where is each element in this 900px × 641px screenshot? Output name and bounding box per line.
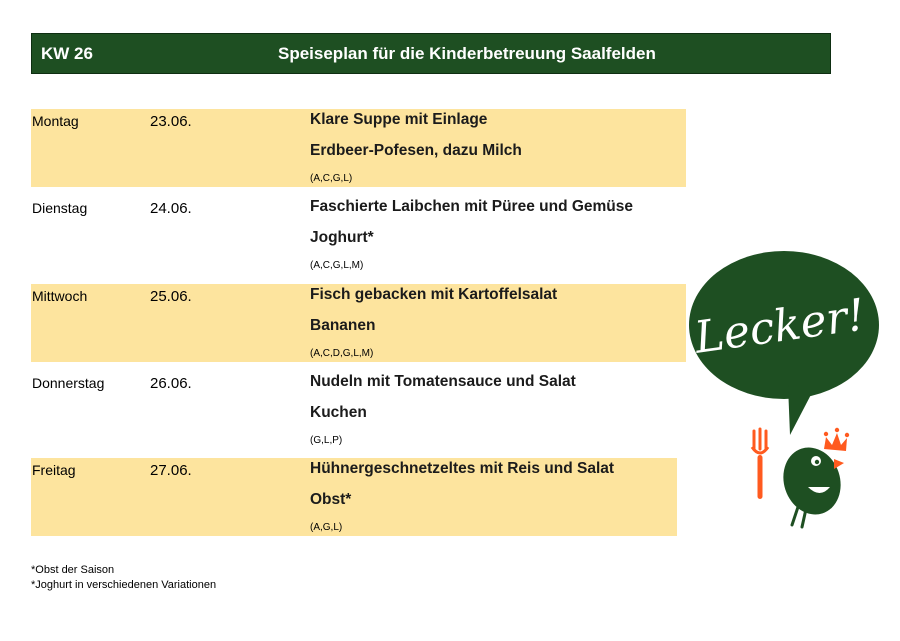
day-label: Donnerstag: [32, 375, 105, 391]
menu-row-tuesday: [31, 196, 686, 274]
bubble-text: Lecker!: [691, 289, 869, 364]
menu-header: [31, 33, 831, 74]
allergen-codes: (A,G,L): [310, 522, 343, 533]
day-label: Freitag: [32, 462, 76, 478]
allergen-codes: (A,C,D,G,L,M): [310, 348, 374, 359]
menu-row-monday: [31, 109, 686, 187]
dessert: Erdbeer-Pofesen, dazu Milch: [310, 142, 522, 159]
week-label: KW 26: [41, 44, 93, 63]
menu-row-thursday: [31, 371, 686, 449]
dessert: Joghurt*: [310, 229, 374, 246]
date-label: 26.06.: [150, 375, 192, 392]
lecker-mascot-graphic: [684, 245, 884, 535]
date-label: 25.06.: [150, 288, 192, 305]
day-label: Dienstag: [32, 200, 88, 216]
fork-icon: [752, 429, 768, 499]
main-dish: Hühnergeschnetzeltes mit Reis und Salat: [310, 460, 615, 477]
date-label: 23.06.: [150, 113, 192, 130]
dessert: Kuchen: [310, 404, 367, 421]
bird-icon: [775, 440, 849, 527]
date-label: 24.06.: [150, 200, 192, 217]
main-dish: Fisch gebacken mit Kartoffelsalat: [310, 286, 558, 303]
menu-row-wednesday: [31, 284, 686, 362]
dessert: Bananen: [310, 317, 376, 334]
main-dish: Nudeln mit Tomatensauce und Salat: [310, 373, 576, 390]
footnotes: [31, 563, 216, 593]
crown-icon: [824, 428, 849, 451]
lecker-mascot: [684, 245, 884, 535]
date-label: 27.06.: [150, 462, 192, 479]
allergen-codes: (A,C,G,L,M): [310, 260, 364, 271]
main-dish: Klare Suppe mit Einlage: [310, 111, 488, 128]
footnote-yogurt: *Joghurt in verschiedenen Variationen: [31, 579, 217, 591]
allergen-codes: (G,L,P): [310, 435, 343, 446]
main-dish: Faschierte Laibchen mit Püree und Gemüse: [310, 198, 634, 215]
menu-row-friday: [31, 458, 677, 536]
allergen-codes: (A,C,G,L): [310, 173, 353, 184]
footnote-fruit: *Obst der Saison: [31, 564, 115, 576]
dessert: Obst*: [310, 491, 352, 508]
day-label: Montag: [32, 113, 79, 129]
day-label: Mittwoch: [32, 288, 88, 304]
menu-title: Speiseplan für die Kinderbetreuung Saalfelden: [278, 44, 656, 63]
